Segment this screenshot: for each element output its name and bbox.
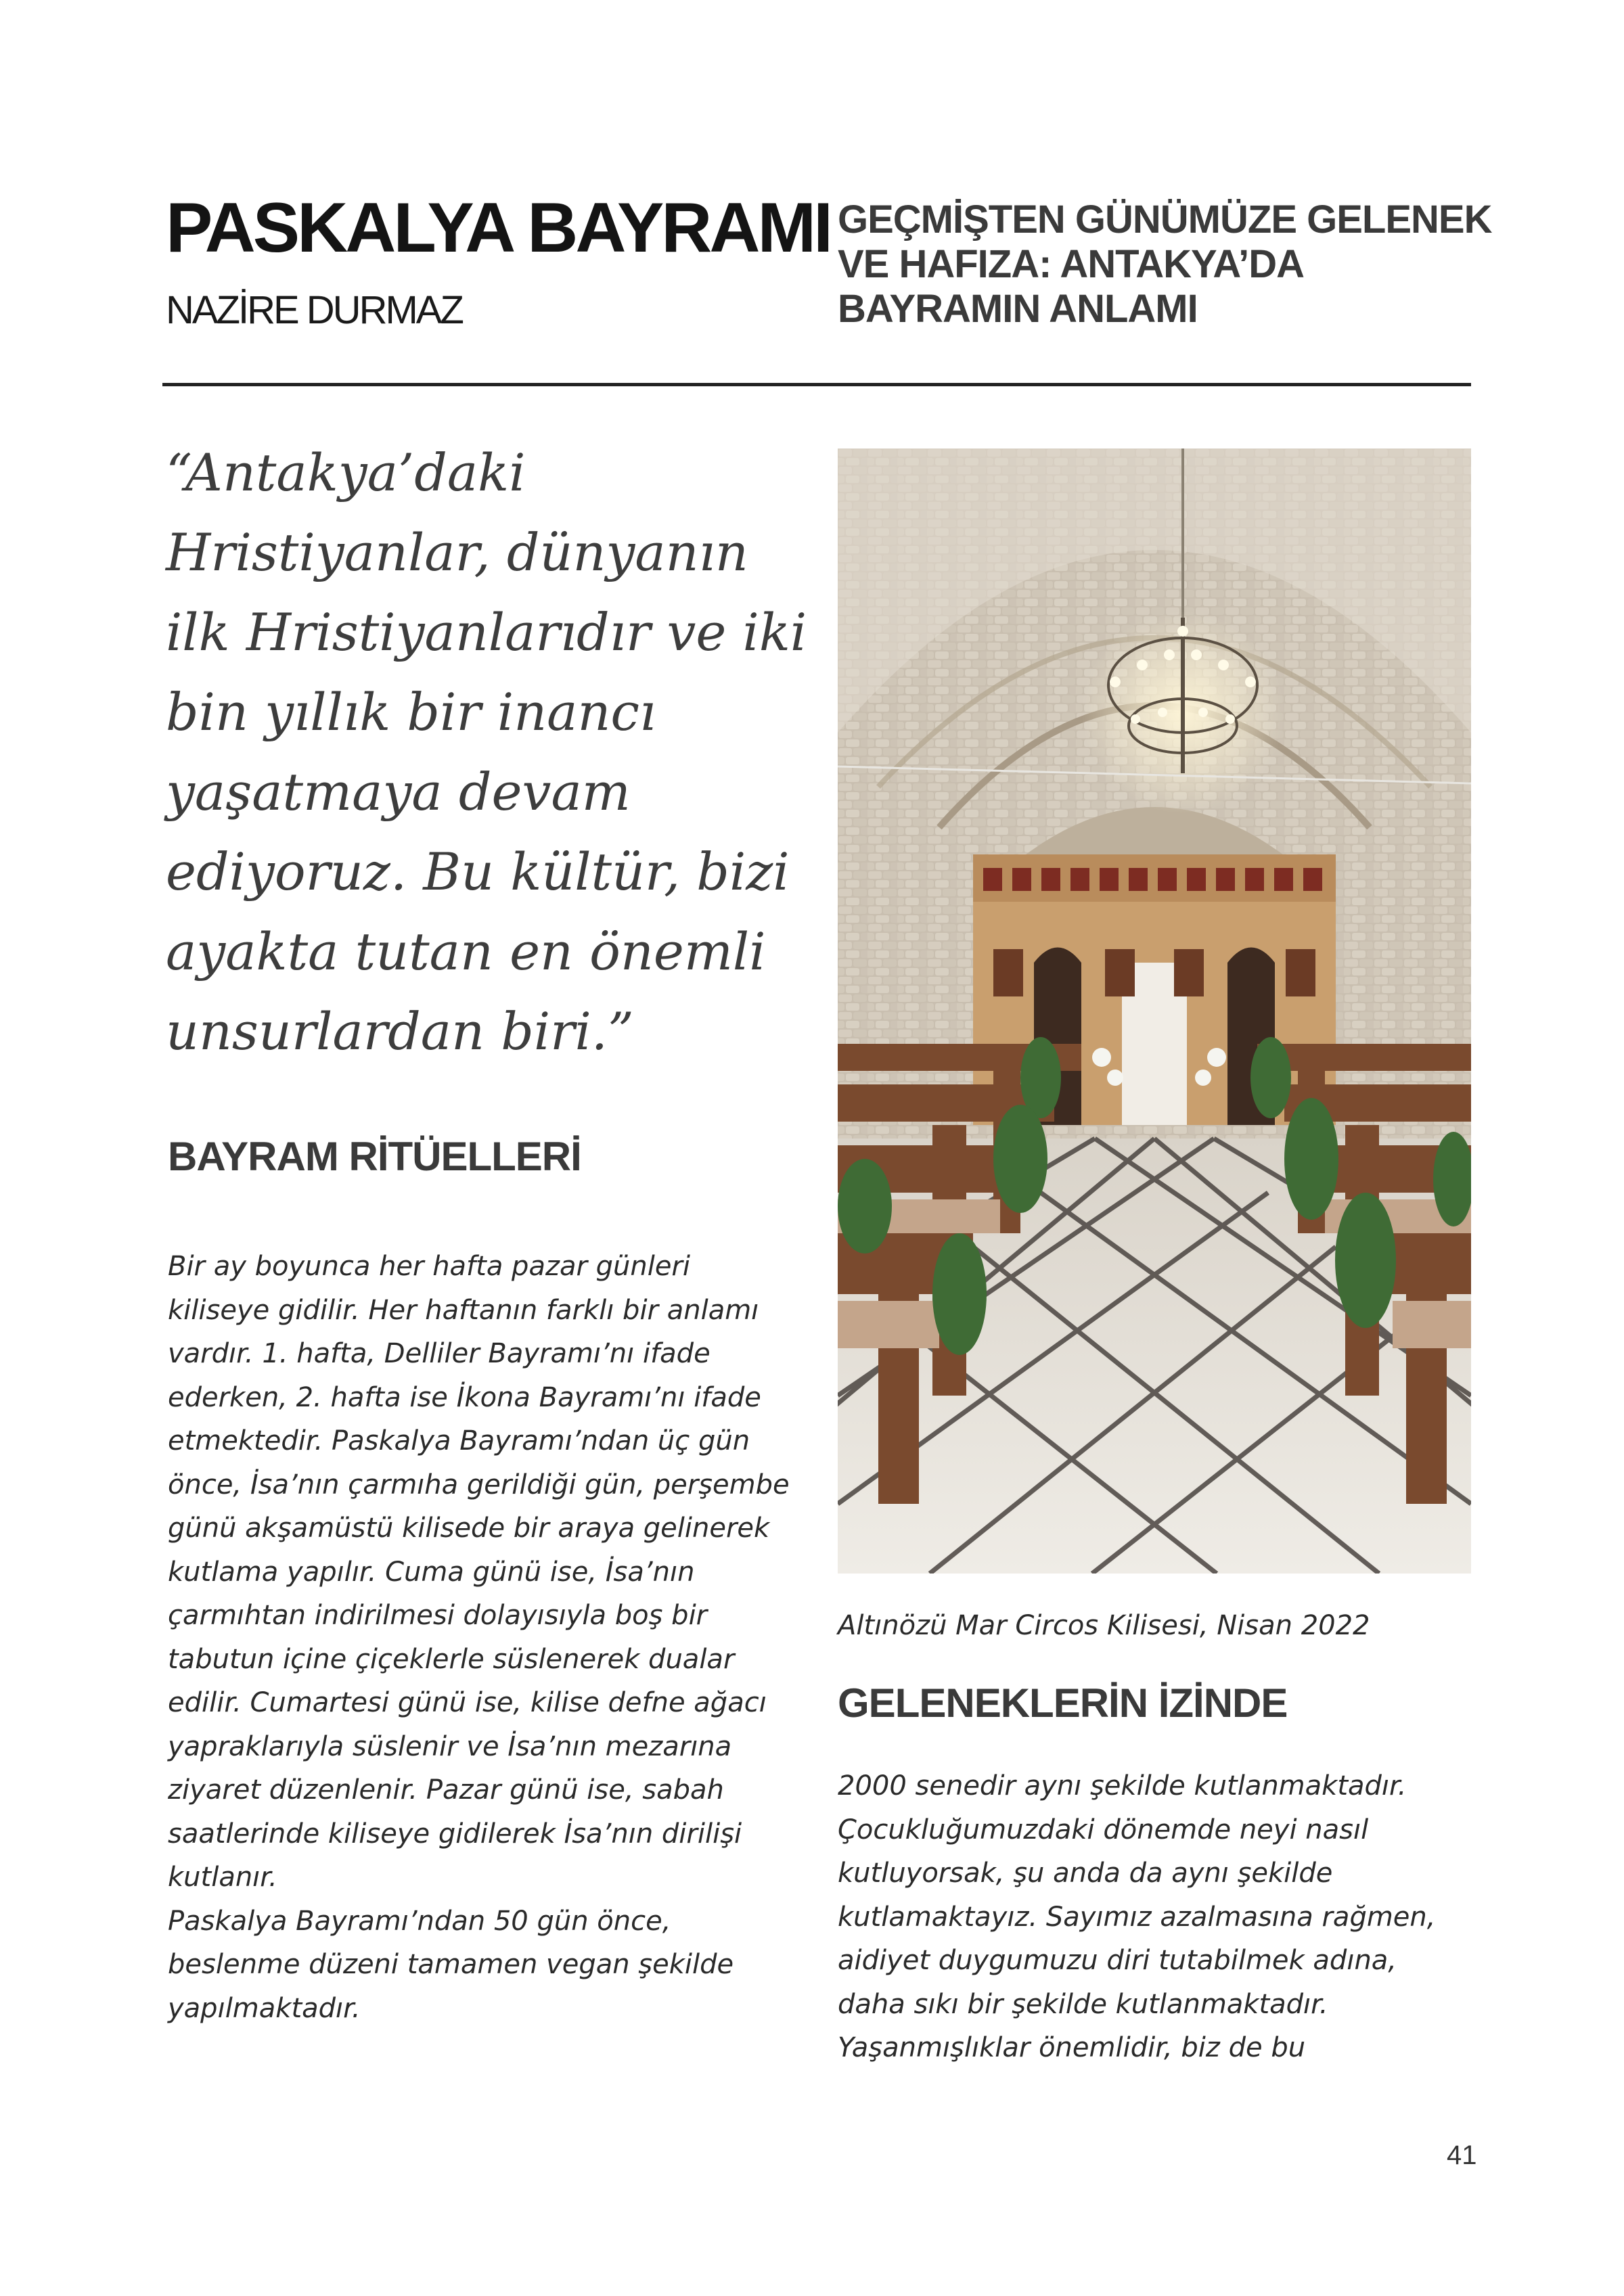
subtitle-line: VE HAFIZA: ANTAKYA’DA <box>838 242 1304 286</box>
photo-caption: Altınözü Mar Circos Kilisesi, Nisan 2022 <box>838 1610 1370 1641</box>
section-heading-rituals: BAYRAM RİTÜELLERİ <box>168 1134 581 1179</box>
body-line: daha sıkı bir şekilde kutlanmaktadır. <box>838 1988 1328 2020</box>
body-line: etmektedir. Paskalya Bayramı’ndan üç gün <box>168 1425 750 1456</box>
quote-line: unsurlardan biri.” <box>166 1001 634 1061</box>
body-line: ziyaret düzenlenir. Pazar günü ise, sabah <box>168 1774 724 1806</box>
body-line: çarmıhtan indirilmesi dolayısıyla boş bir <box>168 1600 708 1631</box>
body-line: ederken, 2. hafta ise İkona Bayramı’nı ifade <box>168 1381 761 1413</box>
body-line: Yaşanmışlıklar önemlidir, biz de bu <box>838 2032 1306 2063</box>
subtitle-line: BAYRAMIN ANLAMI <box>838 287 1198 331</box>
body-line: önce, İsa’nın çarmıha gerildiği gün, perşembe <box>168 1469 790 1500</box>
body-line: vardır. 1. hafta, Delliler Bayramı’nı ifade <box>168 1338 710 1369</box>
body-line: Bir ay boyunca her hafta pazar günleri <box>168 1251 690 1282</box>
body-line: 2000 senedir aynı şekilde kutlanmaktadır. <box>838 1770 1407 1801</box>
quote-line: ilk Hristiyanlarıdır ve iki <box>166 602 807 662</box>
body-line: tabutun içine çiçeklerle süslenerek dualar <box>168 1643 735 1675</box>
church-illustration <box>838 449 1471 1574</box>
subtitle-line: GEÇMİŞTEN GÜNÜMÜZE GELENEK <box>838 198 1492 242</box>
body-line: beslenme düzeni tamamen vegan şekilde <box>168 1949 734 1980</box>
quote-line: bin yıllık bir inancı <box>166 682 656 742</box>
article-title: PASKALYA BAYRAMI <box>166 189 831 267</box>
page-number: 41 <box>1447 2140 1477 2170</box>
body-line: kiliseye gidilir. Her haftanın farklı bir anlamı <box>168 1294 759 1326</box>
body-line: kutlama yapılır. Cuma günü ise, İsa’nın <box>168 1556 695 1588</box>
body-line: saatlerinde kiliseye gidilerek İsa’nın dirilişi <box>168 1818 742 1850</box>
quote-line: yaşatmaya devam <box>166 762 631 822</box>
body-line: yapraklarıyla süslenir ve İsa’nın mezarına <box>168 1730 732 1762</box>
article-subtitle <box>838 198 1514 331</box>
quote-line: ediyoruz. Bu kültür, bizi <box>166 842 790 902</box>
body-line: aidiyet duygumuzu diri tutabilmek adına, <box>838 1945 1397 1976</box>
body-line: kutluyorsak, şu anda da aynı şekilde <box>838 1858 1333 1889</box>
traditions-body <box>838 1764 1435 2070</box>
header-divider <box>162 383 1471 386</box>
pull-quote <box>166 433 829 1072</box>
body-line: günü akşamüstü kilisede bir araya gelinerek <box>168 1513 770 1544</box>
body-line: kutlamaktayız. Sayımız azalmasına rağmen, <box>838 1901 1436 1933</box>
rituals-body <box>168 1245 790 2030</box>
section-heading-traditions: GELENEKLERİN İZİNDE <box>838 1680 1288 1726</box>
body-line: Paskalya Bayramı’ndan 50 gün önce, <box>168 1905 671 1937</box>
church-interior-photo <box>838 449 1471 1574</box>
quote-line: ayakta tutan en önemli <box>166 921 766 982</box>
body-line: kutlanır. <box>168 1862 277 1893</box>
body-line: yapılmaktadır. <box>168 1992 361 2024</box>
body-line: edilir. Cumartesi günü ise, kilise defne ağacı <box>168 1687 767 1718</box>
body-line: Çocukluğumuzdaki dönemde neyi nasıl <box>838 1814 1369 1845</box>
quote-line: Hristiyanlar, dünyanın <box>166 522 748 582</box>
quote-line: “Antakya’daki <box>166 442 526 503</box>
author-name: NAZİRE DURMAZ <box>166 288 462 332</box>
